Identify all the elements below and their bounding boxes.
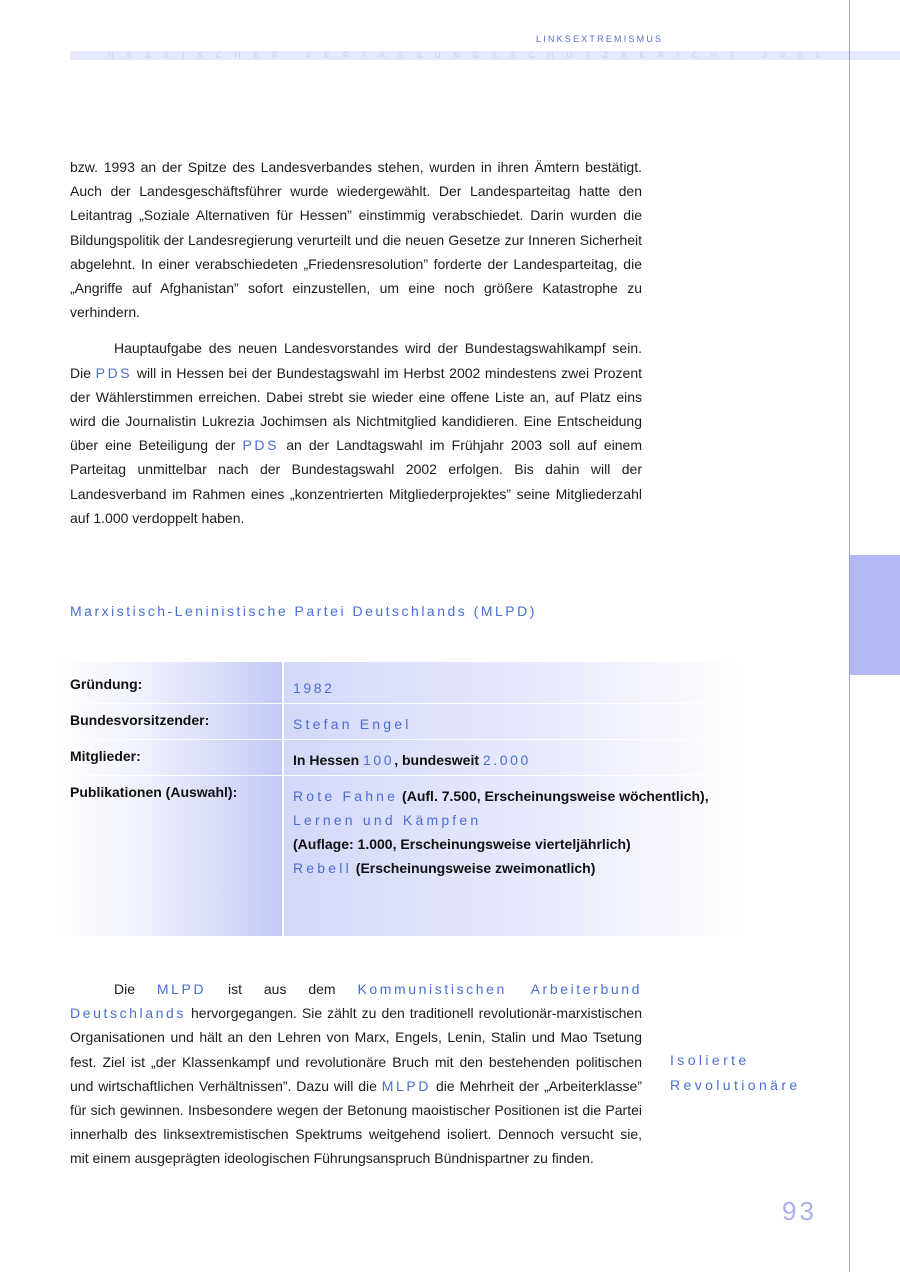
running-head-letter: S [398, 51, 404, 60]
running-head-letter: C [215, 51, 222, 60]
running-head-letter: G [472, 51, 479, 60]
members-hessen-count: 100 [363, 752, 395, 768]
running-head-letter: I [182, 51, 185, 60]
running-head-letter: 1 [815, 51, 820, 60]
page-number: 93 [782, 1196, 817, 1226]
running-head-letter: S [145, 51, 151, 60]
running-head-letter: B [621, 51, 627, 60]
members-value [293, 748, 733, 772]
running-head-letter: U [566, 51, 573, 60]
running-head-letter: E [253, 51, 259, 60]
running-head-letter: Z [603, 51, 608, 60]
running-head-letter: R [342, 51, 349, 60]
row-divider [60, 739, 740, 740]
publication-title: Lernen und Kämpfen [293, 812, 482, 828]
running-head-letter: H [108, 51, 114, 60]
row-divider [60, 775, 740, 776]
running-head-letter: C [528, 51, 535, 60]
members-federal-text: , bundesweit [394, 752, 483, 768]
running-head-letter: V [306, 51, 312, 60]
paragraph-3-text-1: Die [114, 981, 157, 997]
running-head-letter: U [434, 51, 441, 60]
members-federal-count: 2.000 [482, 752, 531, 768]
paragraph-1: bzw. 1993 an der Spitze des Landesverbandes stehen, wurden in ihren Ämtern bestätigt. Auch der Landesgeschäftsführer wurde wiedergewählt. Der Landesparteitag hatte den Leitantrag „Soziale Alternativen für Hessen” einstimmig verabschiedet. Darin wurden die Bildungspolitik der Landesregierung verurteilt und die neuen Gesetze zur Inneren Sicherheit abgelehnt. In einer verabschiedeten „Friedensresolution” forderte der Landesparteitag, die „Angriffe auf Afghanistan” sofort einzustellen, um eine noch größere Katastrophe zu verhindern. [70, 159, 642, 321]
pds-term: PDS [242, 437, 280, 454]
running-head-letter: T [729, 51, 735, 60]
paragraph-2-text-3: an der Landtagswahl im Frühjahr 2003 soll auf einem Parteitag unmittelbar nach der Bundestagswahl 2002 erfolgen. Bis dahin will der Landesverband im Rahmen eines „konzentrierten Mitgliederprojektes” seine Mitgliederzahl auf 1.000 verdoppelt haben. [70, 437, 642, 526]
running-head-letter: R [657, 51, 664, 60]
publication-detail: (Aufl. 7.500, Erscheinungsweise wöchentlich), [398, 788, 709, 804]
running-head-section: LINKSEXTREMISMUS [536, 34, 664, 44]
publications-label: Publikationen (Auswahl): [70, 784, 238, 800]
running-head-letter: S [163, 51, 169, 60]
running-head-letter [291, 51, 293, 60]
running-head-letter: C [692, 51, 698, 60]
running-head-letter: T [585, 51, 591, 60]
founding-label: Gründung: [70, 676, 143, 692]
paragraph-3-text-3: hervorgegangen. Sie zählt zu den traditionell revolutionär-marxistischen Organisationen und hält an den Lehren von Marx, Engels, Lenin, Stalin und Mao Tsetung fest. Ziel ist „der Klassenkampf und revolutionäre Bruch mit den bestehenden politischen und wirtschaftlichen Verhältnissen”. Dazu will die [70, 1005, 642, 1094]
running-head-letter: N [453, 51, 460, 60]
running-head-letter: S [491, 51, 498, 60]
margin-note-line-2: Revolutionäre [670, 1077, 801, 1093]
mlpd-term: MLPD [381, 1077, 432, 1094]
margin-note-line-1: Isolierte [670, 1052, 750, 1068]
running-head-letter: E [126, 51, 133, 60]
running-head-publication [108, 51, 820, 60]
running-head-letter [748, 51, 750, 60]
running-head-letter: H [234, 51, 241, 60]
running-head-letter: 0 [780, 51, 785, 60]
publication-detail: (Erscheinungsweise zweimonatlich) [351, 860, 596, 876]
paragraph-2-text-1: Hauptaufgabe des neuen Landesvorstandes wird der Bundestagswahlkampf sein. Die [70, 340, 642, 381]
row-divider [60, 703, 740, 704]
paragraph-2-text-2: will in Hessen bei der Bundestagswahl im Herbst 2002 mindestens zwei Prozent der Wählerstimmen erreichen. Dabei strebt sie wieder eine offene Liste an, auf Platz eins wird die Journalistin Lukrezia Jochimsen als Nichtmitglied kandidieren. Eine Entscheidung über eine Beteiligung der [70, 364, 642, 454]
founding-value [293, 676, 733, 700]
running-head-letter: R [271, 51, 278, 60]
paragraph-2 [70, 336, 642, 530]
mlpd-term: MLPD [156, 981, 207, 997]
running-head-letter: E [639, 51, 645, 60]
paragraph-3-text-4: die Mehrheit der „Arbeiterklasse” für sich gewinnen. Insbesondere wegen der Betonung maoistischer Positionen ist die Partei innerhalb des linksextremistischen Spektrums weitgehend isoliert. Dennoch versucht sie, mit einem ausgeprägten ideologischen Führungsanspruch Bündnispartner zu finden. [70, 1077, 642, 1167]
body-text-bottom [70, 977, 642, 1183]
members-label: Mitglieder: [70, 748, 141, 764]
running-head-letter: S [416, 51, 422, 60]
publication-lernen-und-kaempfen [293, 808, 733, 856]
fact-table [60, 662, 740, 936]
publications-value [293, 784, 733, 880]
pds-term: PDS [95, 364, 133, 381]
publication-rote-fahne [293, 784, 733, 808]
running-head-letter: F [361, 51, 367, 60]
publication-detail: (Auflage: 1.000, Erscheinungsweise vierteljährlich) [293, 836, 631, 852]
kab-term: Kommunistischen Arbeiterbund Deutschlands [70, 981, 642, 1022]
body-text-top [70, 155, 642, 542]
paragraph-3-text-2: ist aus dem [206, 981, 358, 997]
publication-rebell [293, 856, 733, 880]
running-head-letter: S [510, 51, 516, 60]
publication-title: Rote Fahne [293, 788, 399, 804]
running-head-letter: 2 [762, 51, 768, 60]
running-head-letter: I [676, 51, 679, 60]
running-head-letter: E [324, 51, 330, 60]
members-hessen-text: In Hessen [293, 752, 364, 768]
running-head-letter: H [710, 51, 717, 60]
running-head-letter: H [547, 51, 554, 60]
running-head-letter: S [197, 51, 203, 60]
chair-value [293, 712, 733, 736]
section-heading-mlpd: Marxistisch-Leninistische Partei Deutschlands (MLPD) [70, 603, 537, 619]
running-head-letter: A [379, 51, 385, 60]
chair-name: Stefan Engel [293, 716, 412, 732]
margin-note [670, 1048, 801, 1098]
paragraph-3 [70, 977, 642, 1171]
founding-year: 1982 [293, 680, 335, 696]
chapter-tab [850, 555, 900, 675]
publication-title: Rebell [293, 860, 352, 876]
running-head-letter: 0 [797, 51, 803, 60]
chair-label: Bundesvorsitzender: [70, 712, 210, 728]
